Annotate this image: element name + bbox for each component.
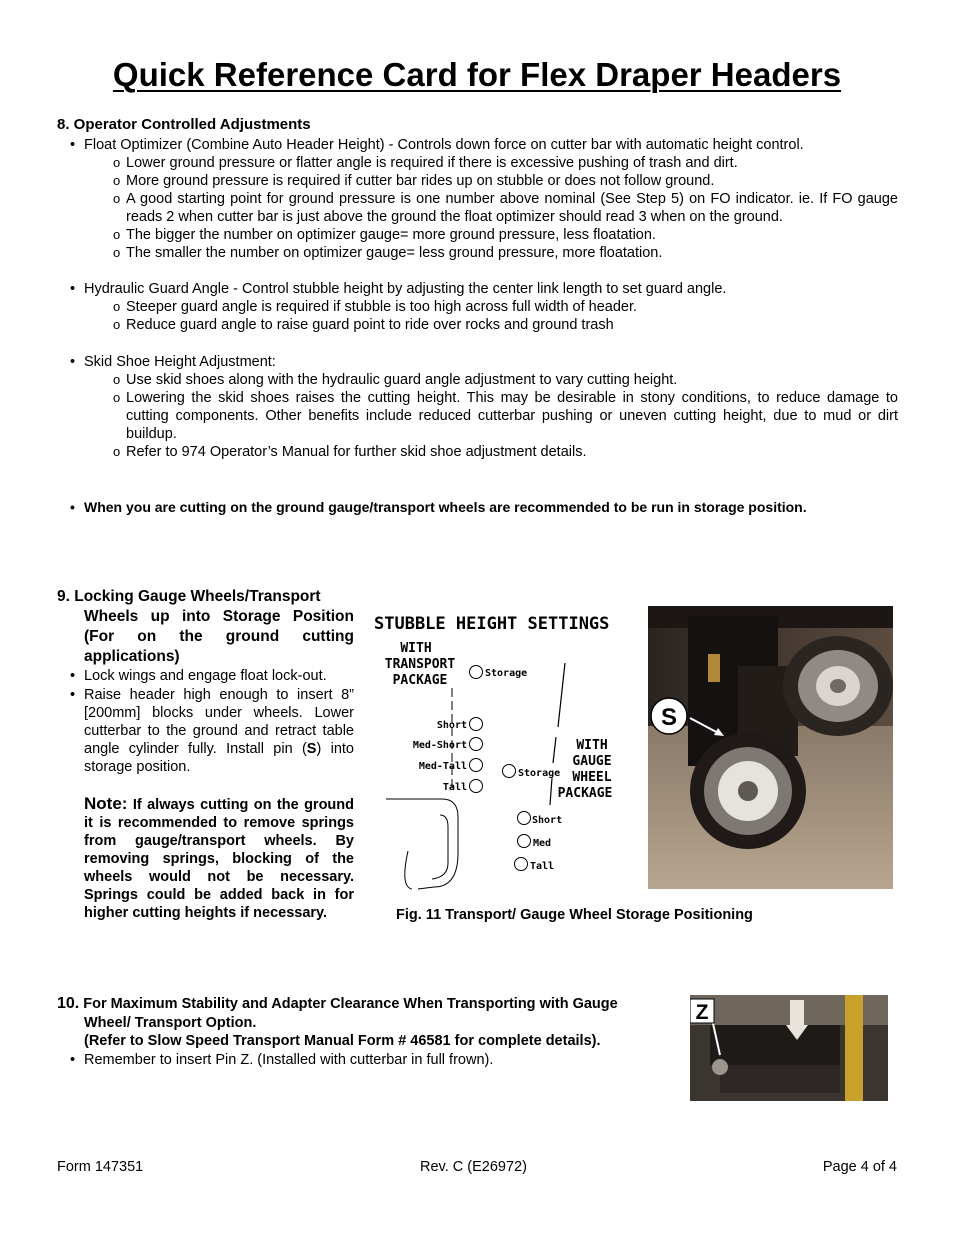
list-item: o The smaller the number on optimizer gauge= less ground pressure, more floatation.	[113, 245, 663, 261]
setting-circle	[518, 812, 531, 825]
list-item: o Refer to 974 Operator’s Manual for further skid shoe adjustment details.	[113, 444, 587, 460]
setting-circle	[515, 858, 528, 871]
list-item: • Remember to insert Pin Z. (Installed with cutterbar in full frown).	[70, 1052, 494, 1068]
setting-label: Tall	[442, 782, 467, 793]
circle-bullet-icon: o	[113, 390, 121, 405]
bullet-icon: •	[70, 354, 76, 370]
figure-caption: Fig. 11 Transport/ Gauge Wheel Storage Positioning	[396, 907, 753, 923]
leader-line	[550, 778, 552, 805]
list-item: • Lock wings and engage float lock-out.	[70, 668, 327, 684]
setting-label: Short	[532, 815, 563, 826]
setting-label: Storage	[485, 668, 528, 679]
setting-circle	[518, 835, 531, 848]
list-item: • Skid Shoe Height Adjustment:	[70, 354, 276, 370]
setting-circle	[470, 780, 483, 793]
footer-page-number: Page 4 of 4	[822, 1159, 897, 1175]
cutterbar-outline	[405, 851, 412, 889]
note-block: Note: If always cutting on the ground it is recommended to remove springs from gauge/transport wheels. By removing springs, blocking of the wheels would not be necessary. Springs could be added back in for higher cutting heights if necessary.	[84, 794, 354, 921]
list-item: • Hydraulic Guard Angle - Control stubble height by adjusting the center link length to set guard angle.	[70, 281, 727, 297]
section-10-reference: (Refer to Slow Speed Transport Manual Form # 46581 for complete details).	[84, 1033, 601, 1049]
page-title: Quick Reference Card for Flex Draper Headers	[112, 56, 842, 93]
bullet-icon: •	[70, 687, 76, 703]
section-8-heading: 8. Operator Controlled Adjustments	[57, 116, 311, 133]
bullet-icon: •	[70, 1052, 76, 1068]
list-item: o Steeper guard angle is required if stubble is too high across full width of header.	[113, 299, 638, 315]
list-item: • When you are cutting on the ground gauge/transport wheels are recommended to be run in storage position.	[70, 499, 807, 515]
circle-bullet-icon: o	[113, 245, 121, 260]
bullet-icon: •	[70, 499, 75, 515]
label-z: Z	[695, 1001, 709, 1024]
list-item: o Lowering the skid shoes raises the cutting height. This may be desirable in stony conditions, to reduce damage to cutting components. Other benefits include reduced cutterbar pushing or uneven cutting height, due to mud or dirt buildup.	[113, 390, 898, 442]
setting-label: Tall	[530, 861, 555, 872]
circle-bullet-icon: o	[113, 372, 121, 387]
setting-label: Med	[533, 838, 552, 849]
bullet-icon: •	[70, 668, 76, 684]
circle-bullet-icon: o	[113, 191, 121, 206]
diagram-label: WITH	[576, 738, 608, 753]
setting-label: Med-Short	[412, 740, 467, 751]
setting-circle	[470, 738, 483, 751]
circle-bullet-icon: o	[113, 317, 121, 332]
pin-z	[712, 1059, 728, 1075]
setting-label: Storage	[518, 768, 561, 779]
list-item: • Raise header high enough to insert 8” [200mm] blocks under wheels. Lower cutterbar to the ground and retract table angle cylinder fully. Install pin (S) into storage position.	[70, 687, 354, 775]
cutterbar-outline	[386, 799, 458, 889]
leader-line	[558, 663, 565, 727]
setting-label: Short	[436, 720, 467, 731]
setting-circle	[470, 666, 483, 679]
setting-circle	[470, 718, 483, 731]
diagram-label: GAUGE	[572, 754, 612, 769]
list-item: o Use skid shoes along with the hydraulic guard angle adjustment to vary cutting height.	[113, 372, 678, 388]
section-10-heading: 10. For Maximum Stability and Adapter Clearance When Transporting with Gauge	[57, 995, 618, 1012]
bullet-icon: •	[70, 281, 76, 297]
section-10-heading-cont: Wheel/ Transport Option.	[84, 1015, 257, 1031]
circle-bullet-icon: o	[113, 299, 121, 314]
wheel-storage-photo	[648, 606, 893, 889]
bullet-icon: •	[70, 137, 76, 153]
circle-bullet-icon: o	[113, 227, 121, 242]
circle-bullet-icon: o	[113, 444, 121, 459]
circle-bullet-icon: o	[113, 155, 121, 170]
circle-bullet-icon: o	[113, 173, 121, 188]
diagram-title: STUBBLE HEIGHT SETTINGS	[374, 614, 610, 634]
diagram-label: WHEEL	[572, 770, 612, 785]
diagram-label: PACKAGE	[557, 786, 613, 801]
adapter-frame	[710, 1025, 840, 1065]
diagram-label: TRANSPORT	[384, 657, 456, 672]
section-9-heading: 9. Locking Gauge Wheels/Transport Wheels up into Storage Position (For on the ground cutting applications)	[57, 588, 354, 665]
setting-circle	[470, 759, 483, 772]
list-item: o Lower ground pressure or flatter angle is required if there is excessive pushing of trash and dirt.	[113, 155, 738, 171]
list-item: o More ground pressure is required if cutter bar rides up on stubble or does not follow ground.	[113, 173, 715, 189]
cutterbar-outline	[432, 815, 448, 879]
setting-label: Med-Tall	[418, 761, 467, 772]
list-item: o The bigger the number on optimizer gauge= more ground pressure, less floatation.	[113, 227, 656, 243]
list-item: o A good starting point for ground pressure is one number above nominal (See Step 5) on FO indicator. ie. If FO gauge reads 2 when cutter bar is just above the ground the float optimizer should read 3 when on the ground.	[113, 191, 898, 225]
footer-revision: Rev. C (E26972)	[420, 1159, 527, 1175]
pin-z-photo	[690, 995, 888, 1101]
diagram-label: WITH	[400, 641, 432, 656]
stubble-height-diagram	[370, 605, 630, 895]
leader-line	[553, 737, 556, 763]
list-item: • Float Optimizer (Combine Auto Header Height) - Controls down force on cutter bar with automatic height control.	[70, 137, 804, 153]
footer-form-number: Form 147351	[57, 1159, 144, 1175]
setting-circle	[503, 765, 516, 778]
diagram-label: PACKAGE	[392, 673, 448, 688]
label-s: S	[660, 704, 678, 731]
list-item: o Reduce guard angle to raise guard point to ride over rocks and ground trash	[113, 317, 614, 333]
